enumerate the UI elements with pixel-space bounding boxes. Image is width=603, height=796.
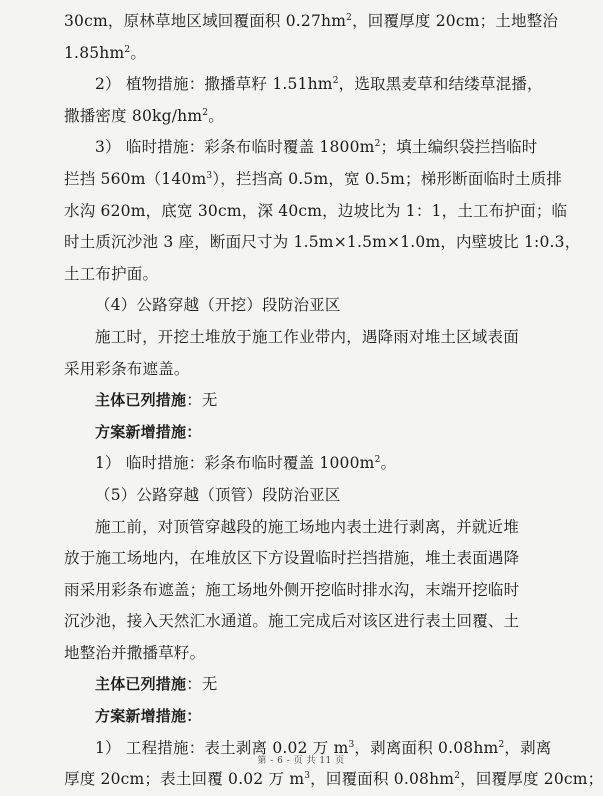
text-run: 水沟 620m，底宽 30cm，深 40cm，边坡比为 1：1，土工布护面；临: [64, 201, 568, 220]
superscript: 3: [348, 739, 355, 750]
text-run: 1.85hm: [64, 43, 125, 62]
superscript: 2: [374, 139, 381, 150]
text-line: [64, 606, 566, 638]
text-run: 厚度 20cm；表土回覆 0.02 万 m: [64, 770, 305, 789]
text-line: [64, 448, 566, 480]
text-run: ，回覆厚度 20cm；: [460, 770, 603, 789]
text-run: 2） 植物措施：撒播草籽 1.51hm: [95, 75, 333, 94]
text-line: [64, 669, 566, 701]
text-run: ；填土编织袋拦挡临时: [380, 138, 538, 157]
superscript: 2: [454, 771, 461, 782]
text-run: ，剥离: [504, 738, 552, 757]
text-line: [64, 701, 566, 733]
superscript: 2: [124, 44, 131, 55]
text-run: 施工前，对顶管穿越段的施工场地内表土进行剥离，并就近堆: [95, 517, 519, 536]
superscript: 2: [202, 107, 209, 118]
text-run: ），拦挡高 0.5m，宽 0.5m；梯形断面临时土质排: [212, 169, 563, 188]
text-line: [64, 480, 566, 512]
text-run: （4）公路穿越（开挖）段防治亚区: [95, 296, 341, 315]
text-line: [64, 385, 566, 417]
text-run: 沉沙池，接入天然汇水通道。施工完成后对该区进行表土回覆、土: [64, 612, 520, 631]
text-run: ：无: [186, 391, 218, 410]
text-line: [64, 132, 566, 164]
text-line: [64, 227, 581, 259]
text-line: [64, 322, 566, 354]
text-run: ，回覆厚度 20cm；土地整治: [352, 12, 559, 30]
text-line: [64, 101, 566, 133]
text-line: [64, 512, 566, 544]
text-run: 雨采用彩条布遮盖；施工场地外侧开挖临时排水沟，末端开挖临时: [64, 580, 520, 599]
text-run: 撒播密度 80kg/hm: [64, 106, 203, 125]
text-run: 时土质沉沙池 3 座，断面尺寸为 1.5m×1.5m×1.0m，内壁坡比 1:0.3，: [64, 233, 581, 252]
text-line: [64, 69, 566, 101]
page-footer: 第 - 6 - 页 共 11 页: [257, 756, 345, 766]
text-line: [64, 417, 566, 449]
body-text: [64, 6, 603, 796]
text-line: [64, 764, 603, 796]
text-run: 地整治并撒播草籽。: [64, 643, 206, 662]
text-run: 1） 工程措施：表土剥离 0.02 万 m: [95, 738, 349, 757]
text-run: 。: [208, 106, 224, 125]
text-line: [64, 575, 566, 607]
text-run: 1） 临时措施：彩条布临时覆盖 1000m: [95, 454, 375, 473]
text-line: [64, 6, 566, 38]
text-line: [64, 38, 566, 70]
superscript: 2: [374, 455, 381, 466]
text-line: [64, 638, 566, 670]
text-line: [64, 164, 566, 196]
text-line: [64, 543, 566, 575]
text-line: [64, 259, 566, 291]
text-run: 30cm，原林草地区域回覆面积 0.27hm: [64, 12, 347, 30]
superscript: 3: [304, 771, 311, 782]
bold-label: 方案新增措施：: [95, 422, 202, 441]
text-run: （5）公路穿越（顶管）段防治亚区: [95, 485, 341, 504]
text-run: ，选取黑麦草和结缕草混播，: [338, 75, 543, 94]
superscript: 2: [346, 13, 353, 23]
text-run: 放于施工场地内，在堆放区下方设置临时拦挡措施，堆土表面遇降: [64, 549, 520, 568]
text-run: 。: [130, 43, 147, 62]
text-run: 采用彩条布遮盖。: [64, 359, 190, 378]
text-run: ：无: [186, 675, 218, 694]
text-run: 3） 临时措施：彩条布临时覆盖 1800m: [95, 138, 375, 157]
superscript: 2: [332, 76, 339, 87]
superscript: 3: [206, 170, 213, 181]
text-run: 。: [380, 454, 397, 473]
text-line: [64, 290, 566, 322]
bold-label: 主体已列措施: [95, 391, 187, 410]
text-run: 土工布护面。: [64, 264, 159, 283]
bold-label: 方案新增措施：: [95, 707, 202, 726]
text-run: 拦挡 560m（140m: [64, 169, 207, 188]
text-run: ，回覆面积 0.08hm: [310, 770, 455, 789]
bold-label: 主体已列措施: [95, 675, 187, 694]
superscript: 2: [498, 739, 505, 750]
text-line: [64, 196, 566, 228]
text-line: [64, 354, 566, 386]
text-run: 施工时，开挖土堆放于施工作业带内，遇降雨对堆土区域表面: [95, 327, 519, 346]
text-run: ，剥离面积 0.08hm: [354, 738, 499, 757]
